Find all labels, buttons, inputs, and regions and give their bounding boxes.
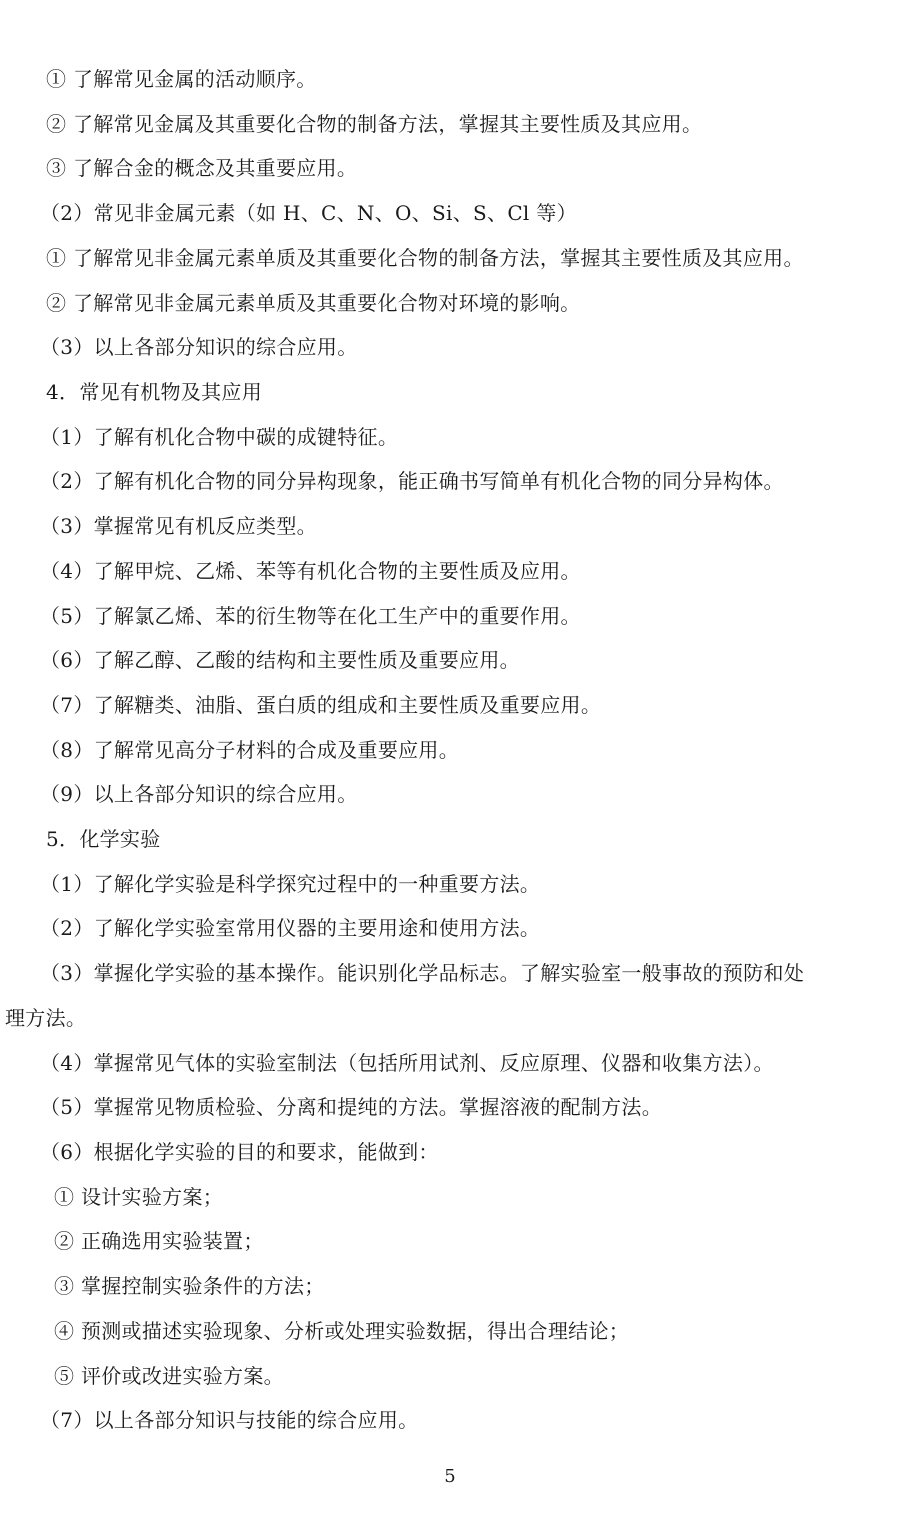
text-line: （4）掌握常见气体的实验室制法（包括所用试剂、反应原理、仪器和收集方法）。 (40, 1051, 774, 1075)
text-line: （6）了解乙醇、乙酸的结构和主要性质及重要应用。 (40, 648, 520, 672)
text-line: （5）掌握常见物质检验、分离和提纯的方法。掌握溶液的配制方法。 (40, 1095, 663, 1119)
text-line: （1）了解化学实验是科学探究过程中的一种重要方法。 (40, 872, 541, 896)
text-line: （5）了解氯乙烯、苯的衍生物等在化工生产中的重要作用。 (40, 604, 581, 628)
text-line: （3）掌握常见有机反应类型。 (40, 514, 317, 538)
text-line: ③ 了解合金的概念及其重要应用。 (46, 156, 358, 180)
text-line: 理方法。 (5, 1006, 87, 1030)
text-line: ② 了解常见金属及其重要化合物的制备方法，掌握其主要性质及其应用。 (46, 112, 703, 136)
text-line: （6）根据化学实验的目的和要求，能做到： (40, 1140, 439, 1164)
text-line: ③ 掌握控制实验条件的方法； (54, 1274, 325, 1298)
text-line: ④ 预测或描述实验现象、分析或处理实验数据，得出合理结论； (54, 1319, 630, 1343)
text-line: （2）了解化学实验室常用仪器的主要用途和使用方法。 (40, 916, 541, 940)
text-line: （3）以上各部分知识的综合应用。 (40, 335, 358, 359)
text-line: ① 设计实验方案； (54, 1185, 224, 1209)
text-line: （1）了解有机化合物中碳的成键特征。 (40, 425, 399, 449)
text-line: （4）了解甲烷、乙烯、苯等有机化合物的主要性质及应用。 (40, 559, 581, 583)
text-line: （7）以上各部分知识与技能的综合应用。 (40, 1408, 419, 1432)
text-line: （3）掌握化学实验的基本操作。能识别化学品标志。了解实验室一般事故的预防和处 (40, 961, 805, 985)
text-line: （9）以上各部分知识的综合应用。 (40, 782, 358, 806)
text-line: ① 了解常见金属的活动顺序。 (46, 67, 317, 91)
section-heading: 4．常见有机物及其应用 (46, 380, 263, 404)
text-line: ② 正确选用实验装置； (54, 1229, 264, 1253)
text-line: （8）了解常见高分子材料的合成及重要应用。 (40, 738, 460, 762)
section-heading: 5．化学实验 (46, 827, 161, 851)
text-line: （2）了解有机化合物的同分异构现象，能正确书写简单有机化合物的同分异构体。 (40, 469, 784, 493)
page-number: 5 (444, 1466, 456, 1487)
text-line: ① 了解常见非金属元素单质及其重要化合物的制备方法，掌握其主要性质及其应用。 (46, 246, 804, 270)
text-line: （2）常见非金属元素（如 H、C、N、O、Si、S、Cl 等） (40, 201, 577, 225)
text-line: ② 了解常见非金属元素单质及其重要化合物对环境的影响。 (46, 291, 581, 315)
text-line: ⑤ 评价或改进实验方案。 (54, 1364, 284, 1388)
text-line: （7）了解糖类、油脂、蛋白质的组成和主要性质及重要应用。 (40, 693, 602, 717)
